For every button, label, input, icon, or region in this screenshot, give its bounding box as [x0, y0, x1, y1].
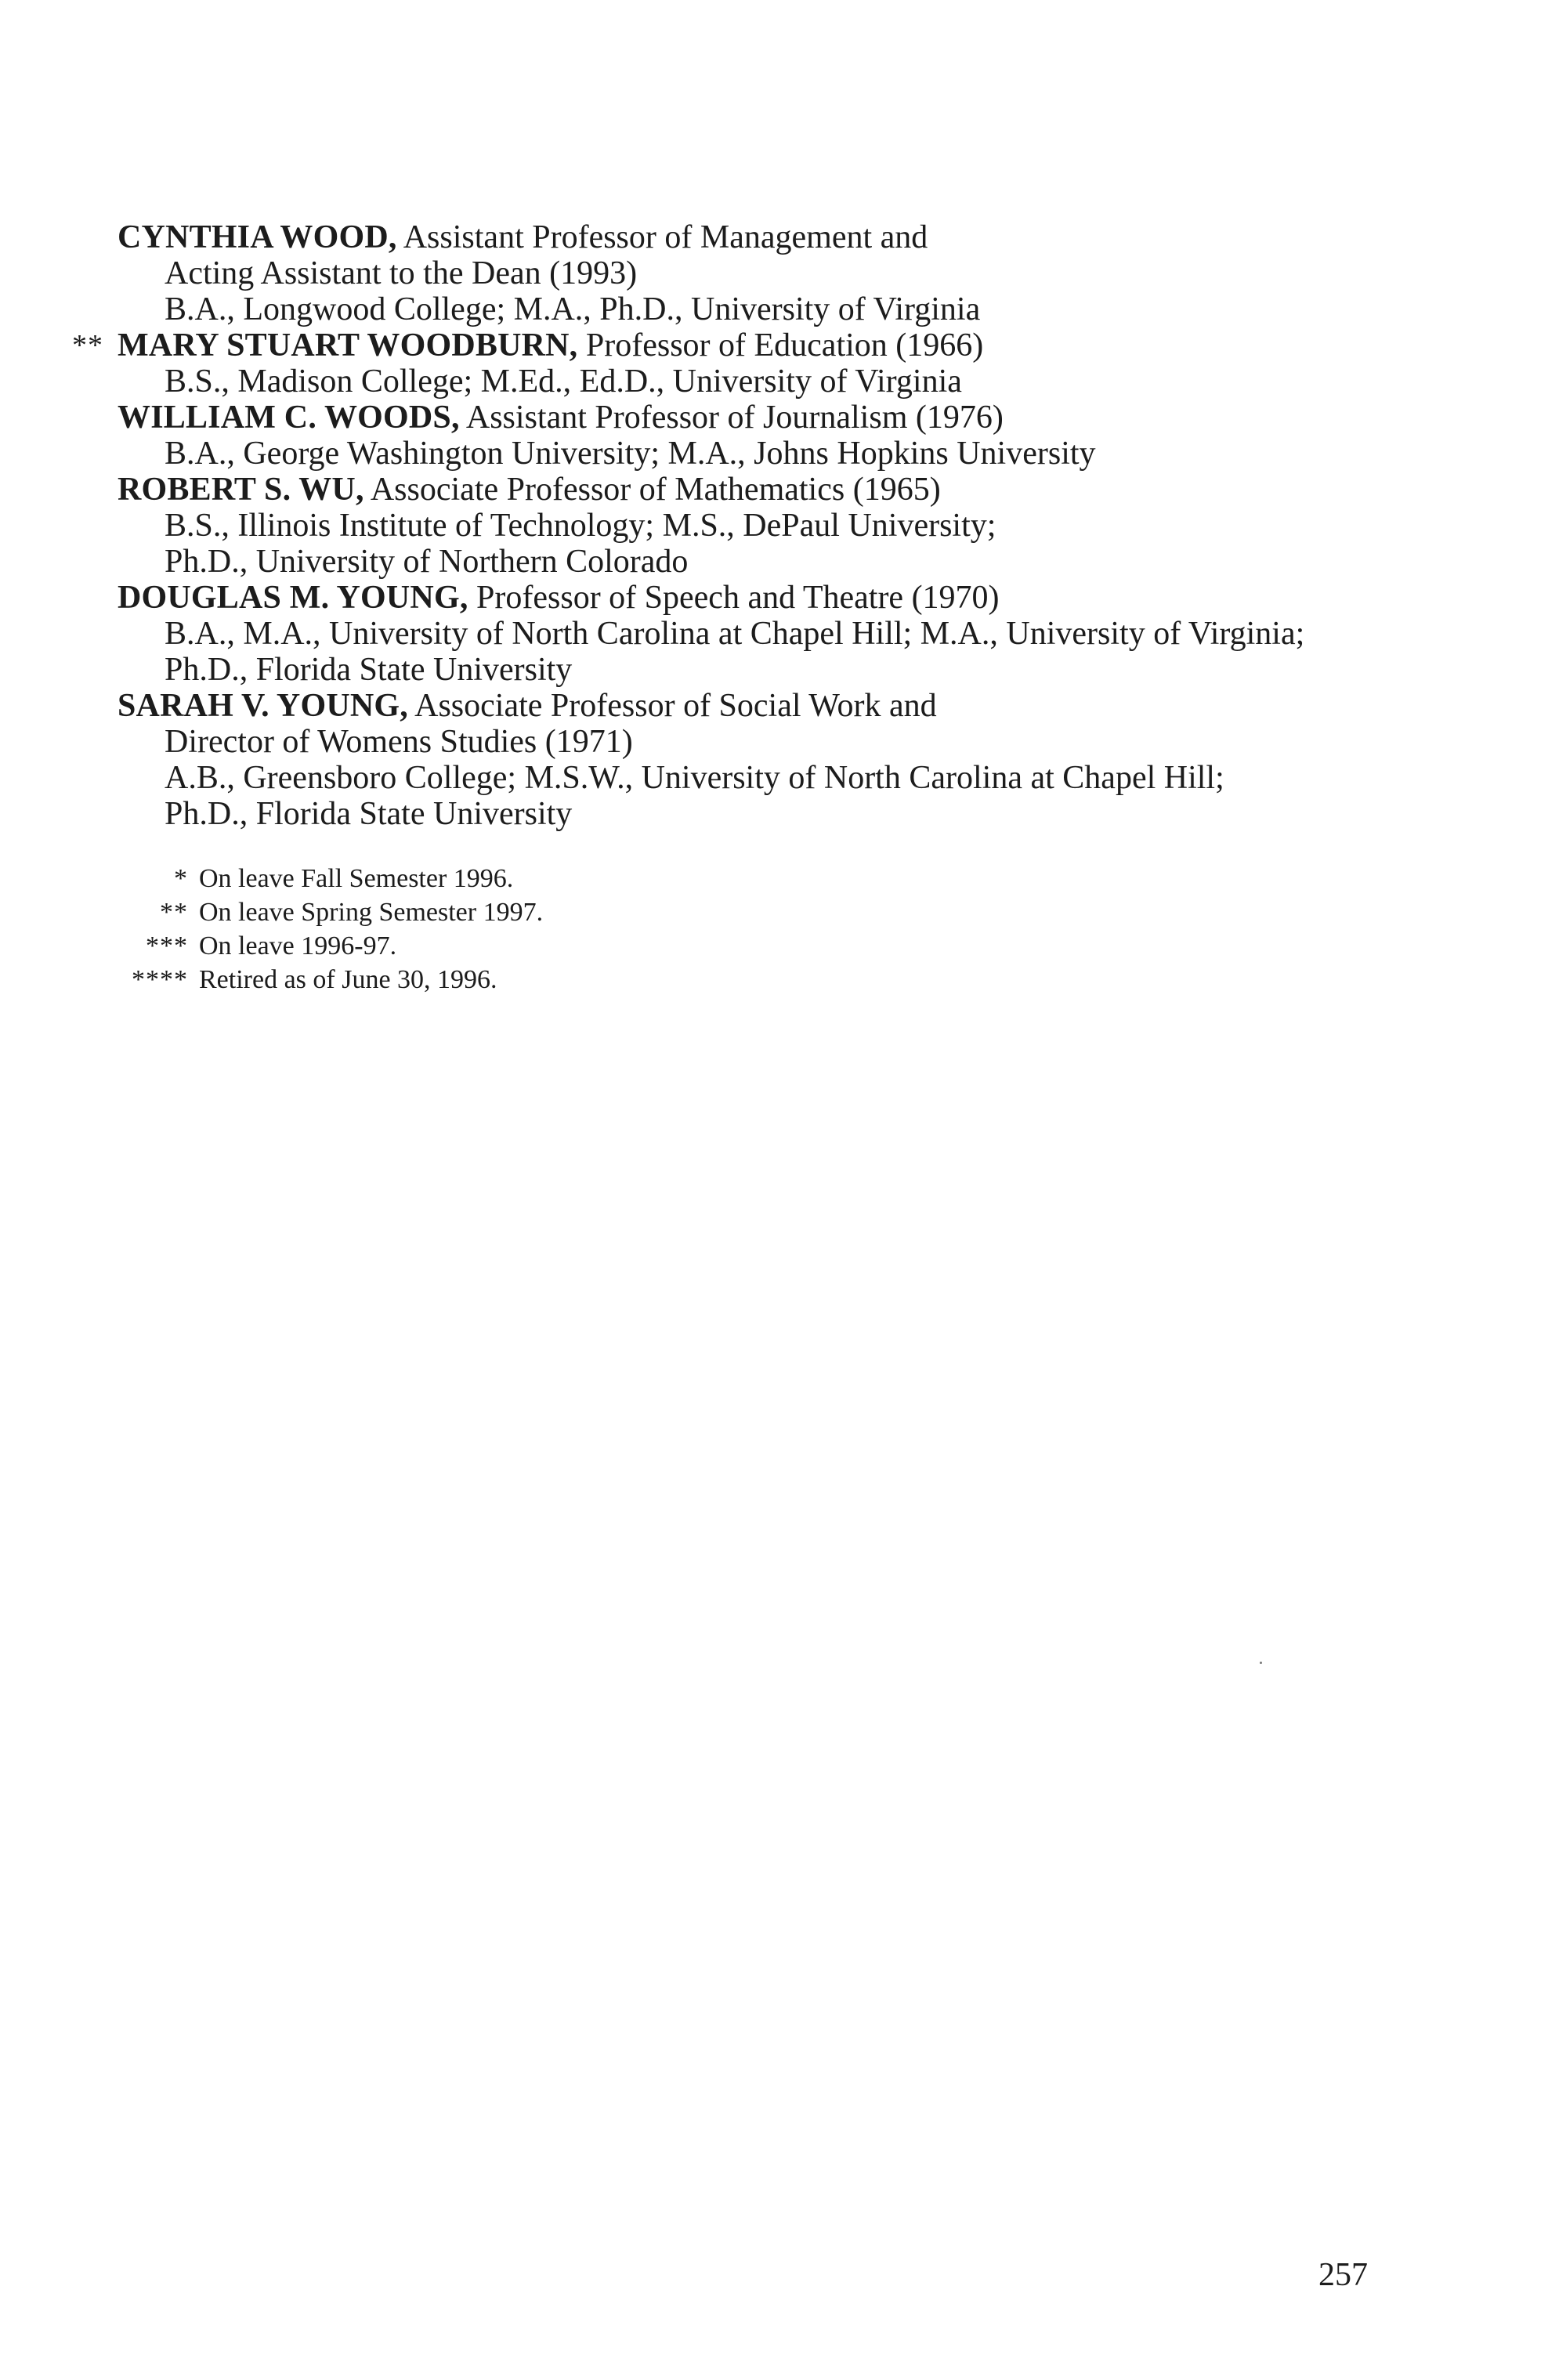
- faculty-name: WILLIAM C. WOODS,: [118, 400, 460, 436]
- faculty-detail-line: B.A., George Washington University; M.A., Johns Hopkins University: [165, 436, 1096, 472]
- faculty-detail-line: Acting Assistant to the Dean (1993): [165, 255, 638, 291]
- faculty-name: CYNTHIA WOOD,: [118, 219, 397, 255]
- footnote-text: Retired as of June 30, 1996.: [199, 965, 497, 994]
- faculty-name: MARY STUART WOODBURN,: [118, 327, 578, 364]
- faculty-detail-line: Ph.D., University of Northern Colorado: [165, 544, 689, 580]
- faculty-entry-heading: [72, 327, 1449, 364]
- footnote: [118, 895, 823, 929]
- footnote: [118, 929, 823, 963]
- faculty-detail-line: B.S., Madison College; M.Ed., Ed.D., University of Virginia: [165, 364, 962, 400]
- faculty-detail-line: B.S., Illinois Institute of Technology; M.S., DePaul University;: [165, 508, 996, 544]
- faculty-name: ROBERT S. WU,: [118, 472, 364, 508]
- faculty-title: Assistant Professor of Management and: [396, 219, 928, 255]
- faculty-title: Associate Professor of Mathematics (1965): [363, 472, 941, 508]
- faculty-detail-line: A.B., Greensboro College; M.S.W., University of North Carolina at Chapel Hill;: [165, 760, 1224, 796]
- faculty-list: [72, 219, 1449, 832]
- footnote-text: On leave Spring Semester 1997.: [199, 898, 544, 927]
- footnote-mark: *: [174, 864, 188, 893]
- faculty-entry-heading: [118, 688, 1449, 724]
- footnote: [118, 862, 823, 895]
- faculty-name: SARAH V. YOUNG,: [118, 688, 408, 724]
- faculty-entry-heading: [118, 472, 1449, 508]
- faculty-detail-line: Ph.D., Florida State University: [165, 796, 573, 832]
- faculty-entry-heading: [118, 219, 1449, 255]
- entry-marker: **: [72, 329, 103, 362]
- footnotes: [118, 862, 823, 996]
- footnote-mark: **: [160, 898, 188, 927]
- page-number: 257: [1318, 2257, 1368, 2293]
- faculty-title: Assistant Professor of Journalism (1976): [459, 400, 1004, 436]
- faculty-title: Associate Professor of Social Work and: [407, 688, 937, 724]
- footnote-mark: ****: [132, 965, 188, 994]
- faculty-detail-line: B.A., Longwood College; M.A., Ph.D., University of Virginia: [165, 291, 981, 327]
- faculty-name: DOUGLAS M. YOUNG,: [118, 580, 468, 616]
- faculty-title: Professor of Education (1966): [577, 327, 984, 364]
- faculty-detail-line: Director of Womens Studies (1971): [165, 724, 633, 760]
- faculty-title: Professor of Speech and Theatre (1970): [468, 580, 1000, 616]
- faculty-detail-line: Ph.D., Florida State University: [165, 652, 573, 688]
- faculty-detail-line: B.A., M.A., University of North Carolina at Chapel Hill; M.A., University of Virginia;: [165, 616, 1305, 652]
- footnote-text: On leave Fall Semester 1996.: [199, 864, 514, 893]
- faculty-entry-heading: [118, 580, 1449, 616]
- footnote-text: On leave 1996-97.: [199, 931, 397, 960]
- footnote: [118, 963, 823, 996]
- footnote-mark: ***: [146, 931, 188, 960]
- faculty-entry-heading: [118, 400, 1449, 436]
- scan-speck: [1260, 1662, 1262, 1664]
